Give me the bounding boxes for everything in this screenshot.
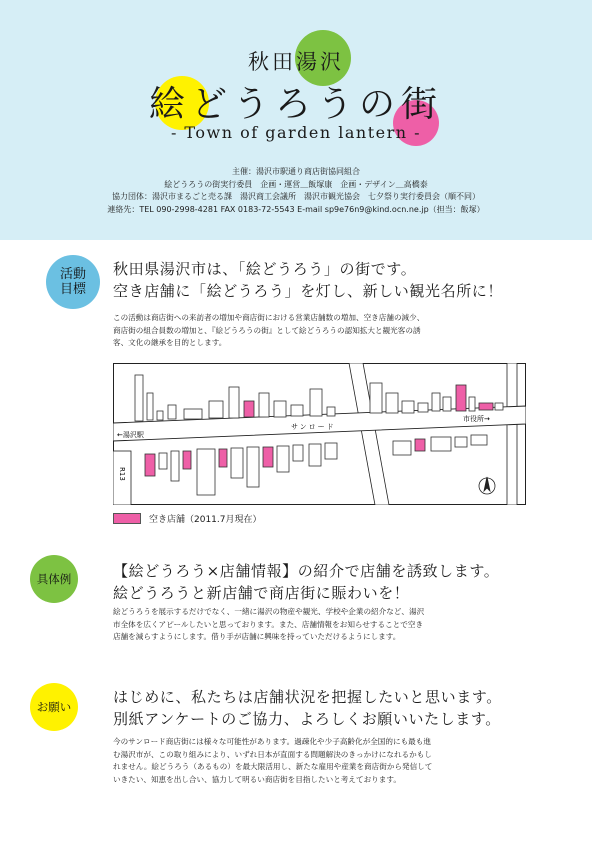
badge-line: 活動 [59,267,86,282]
building [393,441,411,455]
building [159,453,167,469]
legend-label: 空き店舗（2011.7月現在） [149,515,262,525]
credit-line: 協力団体：湯沢市まるごと売る課 湯沢商工会議所 湯沢市観光協会 七夕祭り実行委員会（順不同） [112,192,480,201]
building [325,443,337,459]
map-route-label: R13 [118,467,126,481]
building [247,447,259,487]
lead-line: 空き店舗に「絵どうろう」を灯し、新しい観光名所に！ [113,282,504,300]
section2-lead [113,560,499,604]
building [386,393,398,413]
building [259,393,269,417]
section1-lead [113,258,503,302]
lead-line: 絵どうろうと新店舗で商店街に賑わいを！ [113,584,410,602]
body-line: 市全体を広くアピールしたいと思っております。また、店舗情報をお知らせすることで空き [113,619,424,629]
building [471,435,487,445]
badge-line: 目標 [59,282,86,297]
building [135,375,143,421]
section2-body [113,606,538,644]
building [309,444,321,466]
body-line: いきたい、知恵を出し合い、協力して明るい商店街を目指したいと考えております。 [113,774,401,784]
building [455,437,467,447]
building [147,393,153,420]
building [495,403,503,410]
page-title: 絵どうろうの街 [148,84,443,125]
shopping-street-map [113,363,526,505]
body-line: 客、文化の継承を目的とします。 [113,338,227,347]
section3-body [113,736,538,786]
building [277,446,289,472]
building [370,383,382,413]
body-line: れません。絵どうろう（あるもの）を最大限活用し、新たな雇用や産業を商店街から発信して [113,762,433,771]
building [310,389,322,416]
section1-body [113,312,538,350]
vacant-store [456,385,466,411]
building [168,405,176,419]
building [443,397,451,411]
building [231,448,243,478]
map-legend [113,512,262,525]
activity-goal-badge [46,255,100,309]
example-badge: 具体例 [30,555,78,603]
vacant-store [415,439,425,451]
body-line: この活動は商店街への来訪者の増加や商店街における営業店舗数の増加、空き店舗の減少、 [113,313,425,322]
vacant-store [479,403,493,410]
credits-block [0,166,592,216]
building [157,411,163,420]
subtitle: 秋田湯沢 [248,50,344,74]
vacant-store [145,454,155,476]
lead-line: 秋田県湯沢市は、「絵どうろう」の街です。 [113,260,417,278]
vacant-store [263,447,273,467]
building [209,401,223,418]
lead-line: 【絵どうろう×店舗情報】の紹介で店舗を誘致します。 [113,562,500,580]
building [291,405,303,416]
building [402,401,414,413]
vacant-store [244,401,254,417]
vacant-store-swatch [113,513,141,524]
credit-line: 絵どうろうの街実行委員 企画・運営＿飯塚康 企画・デザイン＿高橋泰 [164,179,428,189]
building [469,397,475,411]
body-line: 今のサンロード商店街には様々な可能性があります。過疎化や少子高齢化が全国的にも最も進 [113,737,431,746]
request-badge: お願い [30,683,78,731]
building [274,401,286,417]
body-line: む湯沢市が、この取り組みにより、いずれ日本が直面する問題解決のきっかけになれるかもし [113,749,432,759]
building [431,437,451,451]
building [418,403,428,412]
map-road-label: サンロード [291,423,336,431]
body-line: 商店街の組合員数の増加と、『絵どうろうの街』として絵どうろうの認知拡大と観光客の誘 [113,325,421,335]
building [293,445,303,461]
section3-lead [113,686,502,730]
building [184,409,202,419]
body-line: 店舗を減らすようにします。借り手が店舗に興味を持っていただけるようにします。 [113,632,401,641]
right-street [507,363,517,505]
lead-line: 別紙アンケートのご協力、よろしくお願いいたします。 [113,710,501,728]
header-banner [0,0,592,240]
building [327,407,335,416]
building [171,451,179,481]
body-line: 絵どうろうを展示するだけでなく、一緒に湯沢の物産や観光、学校や企業の紹介など、湯沢 [113,607,425,616]
credit-line: 主催：湯沢市駅通り商店街協同組合 [232,167,360,176]
vacant-store [183,451,191,469]
vacant-store [219,449,227,467]
lead-line: はじめに、私たちは店舗状況を把握したいと思います。 [113,688,502,706]
building [229,387,239,418]
building [432,393,440,411]
credit-line: 連絡先：TEL 090-2998-4281 FAX 0183-72-5543 E-mail sp9e76n9@kind.ocn.ne.jp（担当：飯塚） [107,204,485,214]
map-right-label: 市役所→ [463,415,490,423]
english-title: - Town of garden lantern - [170,123,422,142]
building [197,449,215,495]
map-left-label: ←湯沢駅 [117,431,144,439]
